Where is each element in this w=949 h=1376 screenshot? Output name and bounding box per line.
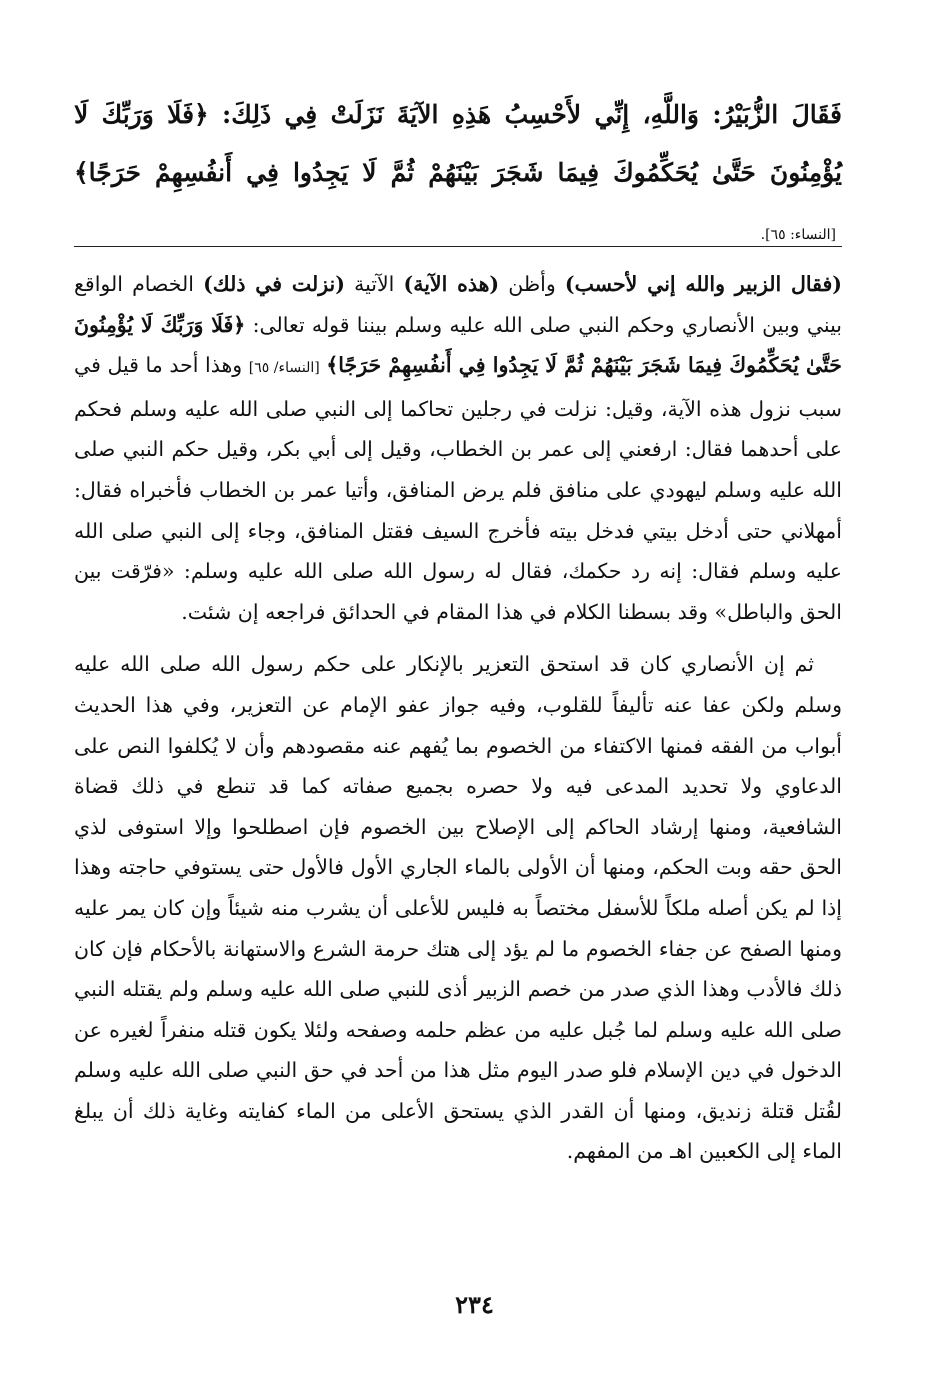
commentary-segment: وهذا أحد ما قيل في سبب نزول هذه الآية، وقيل: نزلت في رجلين تحاكما إلى النبي صلى الله عليه وسلم فحكم على أحدهما فقال: ارفعني إلى عمر بن الخطاب، وقيل إلى أبي بكر، وقيل حكم النبي صلى الله عليه وسلم ليهودي على منافق فلم يرض المنافق، وأتيا عمر بن الخطاب فأخبراه فقال: أمهلاني حتى أدخل بيتي فدخل بيته فأخرج السيف فقتل المنافق، وجاء إلى النبي صلى الله عليه وسلم فقال: إنه رد حكمك، فقال له رسول الله صلى الله عليه وسلم: «فرّقت بين الحق والباطل» وقد بسطنا الكلام في هذا المقام في الحدائق فراجعه إن شئت. (74, 353, 842, 624)
quoted-phrase: (نزلت في ذلك) (203, 272, 345, 296)
quran-verse: ﴿فَلَا وَرَبِّكَ لَا يُؤْمِنُونَ حَتَّىٰ يُحَكِّمُوكَ فِيمَا شَجَرَ بَيْنَهُمْ ثُمَّ لَا يَجِدُوا فِي أَنفُسِهِمْ حَرَجًا﴾ (74, 100, 842, 187)
commentary-segment: وأظن (499, 272, 565, 296)
quoted-phrase: (فقال الزبير والله إني لأحسب) (564, 272, 842, 296)
commentary-paragraph-2: ثم إن الأنصاري كان قد استحق التعزير بالإنكار على حكم رسول الله صلى الله عليه وسلم ولكن عفا عنه تأليفاً للقلوب، وفيه جواز عفو الإمام عن التعزير، وفي هذا الحديث أبواب من الفقه فمنها الاكتفاء من الخصوم بما يُفهم عنه مقصودهم وأن لا يُكلفوا النص على الدعاوي ولا تحديد المدعى فيه ولا حصره بجميع صفاته كما قد تنطع في ذلك قضاة الشافعية، ومنها إرشاد الحاكم إلى الإصلاح بين الخصوم فإن اصطلحوا وإلا استوفى لذي الحق حقه وبت الحكم، ومنها أن الأولى بالماء الجاري الأول فالأول حتى يستوفي حاجته وهذا إذا لم يكن أصله ملكاً للأسفل مختصاً به فليس للأعلى أن يشرب منه شيئاً وإن كان يمر عليه ومنها الصفح عن جفاء الخصوم ما لم يؤد إلى هتك حرمة الشرع والاستهانة بالأحكام فإن كان ذلك فالأدب وهذا الذي صدر من خصم الزبير أذى للنبي صلى الله عليه وسلم ولم يقتله النبي صلى الله عليه وسلم لما جُبل عليه من عظم حلمه وصفحه ولئلا يكون قتله منفراً لغيره عن الدخول في دين الإسلام فلو صدر اليوم مثل هذا من أحد في حق النبي صلى الله عليه وسلم لقُتل قتلة زنديق، ومنها أن القدر الذي يستحق الأعلى من الماء كفايته وغاية ذلك أن يبلغ الماء إلى الكعبين اهـ من المفهم. (74, 652, 842, 1164)
verse-reference: [النساء/ ٦٥] (248, 360, 320, 377)
quran-verse: ﴿فَلَا وَرَبِّكَ لَا يُؤْمِنُونَ حَتَّىٰ يُحَكِّمُوكَ فِيمَا شَجَرَ بَيْنَهُمْ ثُمَّ لَا يَجِدُوا فِي أَنفُسِهِمْ حَرَجًا﴾ (74, 312, 842, 378)
commentary-segment: الآتية (344, 272, 404, 296)
page-number: ٢٣٤ (455, 1290, 494, 1319)
hadith-text (74, 86, 842, 264)
separator-line (74, 246, 842, 247)
commentary-text (74, 264, 842, 1172)
commentary-segment: الخصام الواقع بيني وبين الأنصاري وحكم النبي صلى الله عليه وسلم بيننا قوله تعالى: (74, 272, 842, 337)
commentary-paragraph-1 (74, 264, 842, 632)
hadith-intro: فَقَالَ الزُّبَيْرُ: وَاللَّهِ، إِنِّي لأَحْسِبُ هَذِهِ الآيَةَ نَزَلَتْ فِي ذَلِكَ: (222, 100, 842, 129)
verse-reference: [النساء: ٦٥]. (760, 227, 836, 243)
quoted-phrase: (هذه الآية) (403, 272, 500, 296)
